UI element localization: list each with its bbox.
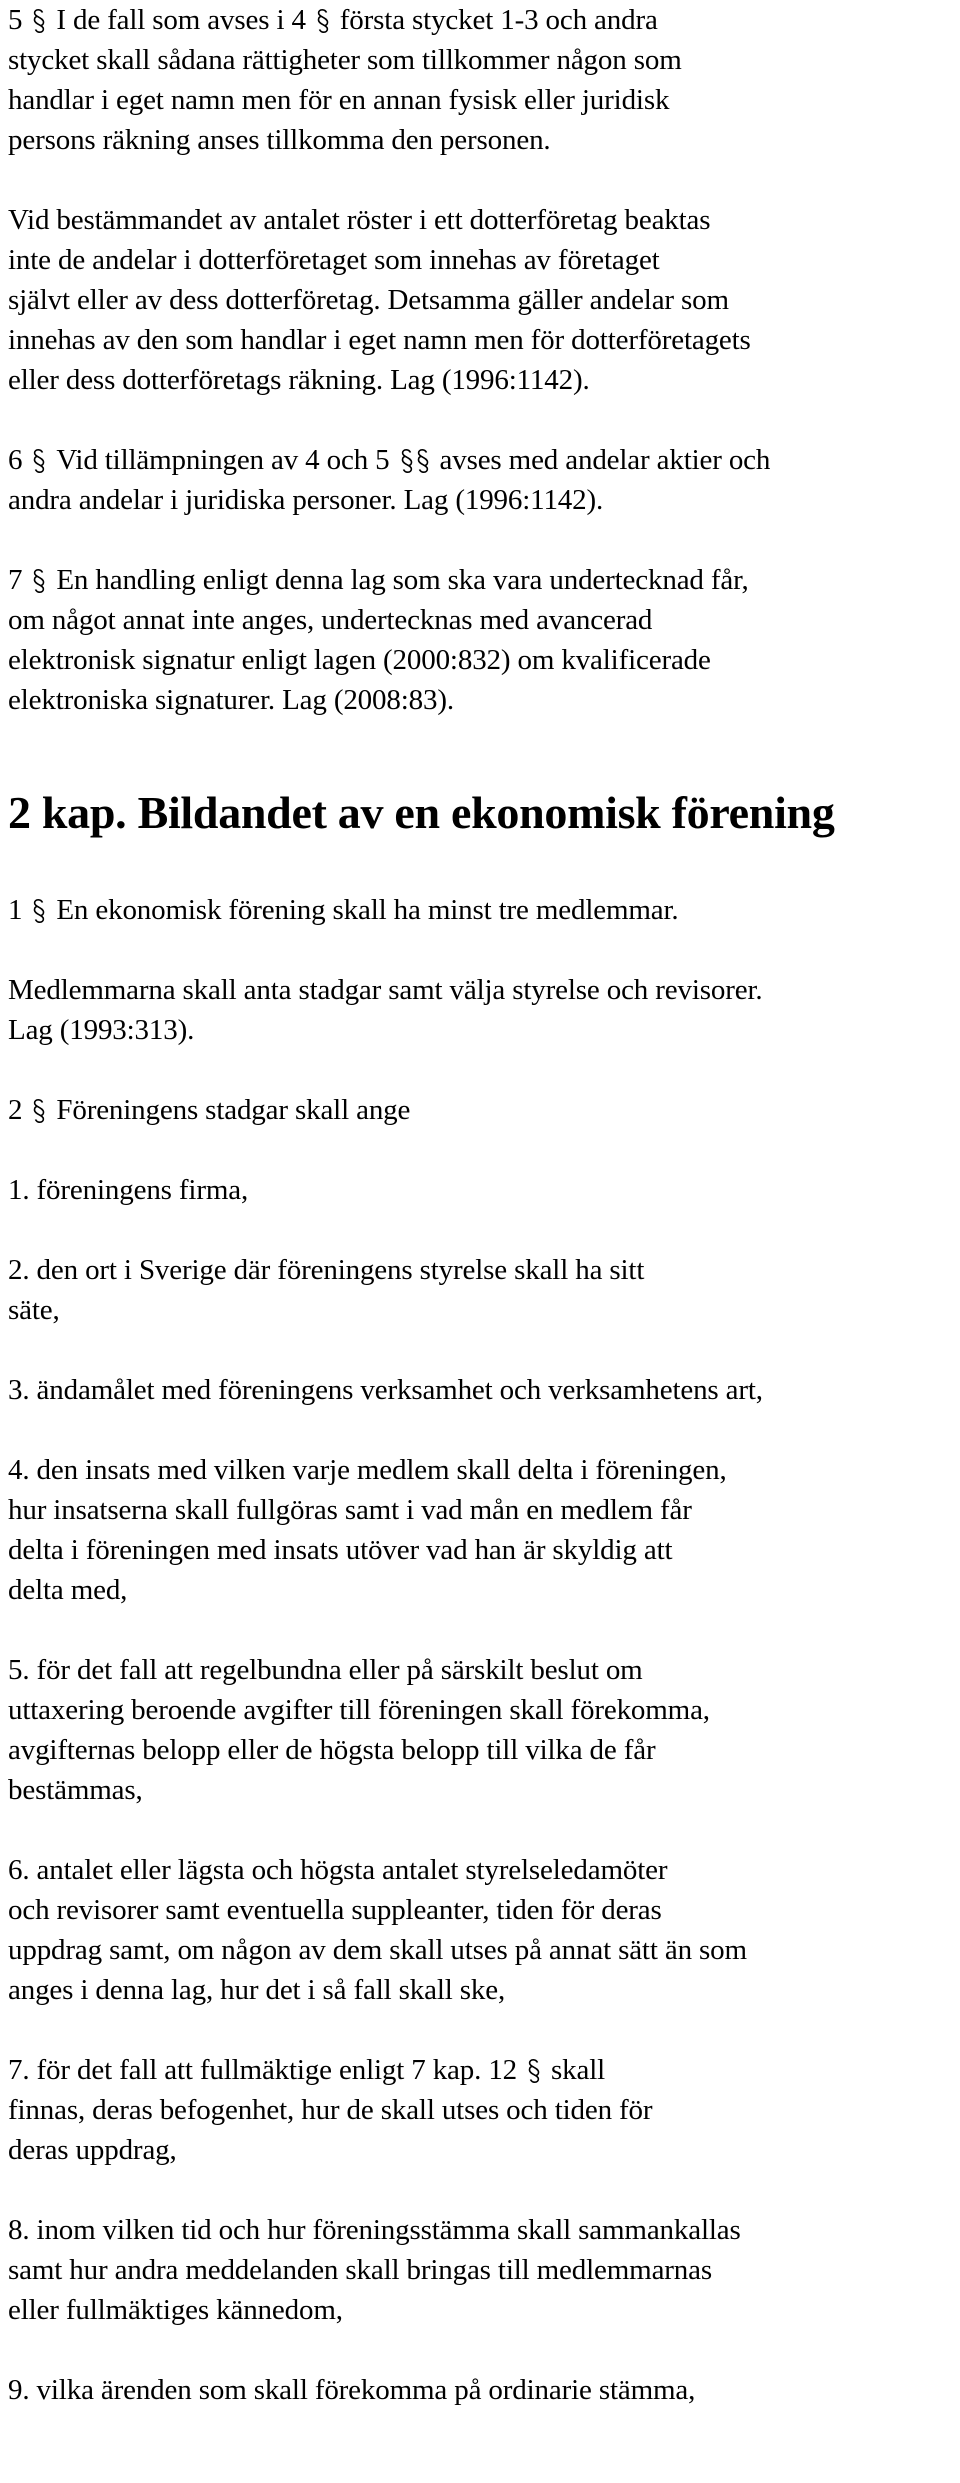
section-number: 6 xyxy=(8,444,23,476)
section-sign-icon xyxy=(31,898,47,924)
line-text: första stycket 1-3 och andra xyxy=(339,4,658,36)
list-item: 1. föreningens firma, xyxy=(8,1174,249,1206)
line-text: En ekonomisk förening skall ha minst tre medlemmar. xyxy=(56,894,679,926)
paragraph-line: anges i denna lag, hur det i så fall skall ske, xyxy=(8,1974,506,2006)
section-number: 2 xyxy=(8,1094,23,1126)
paragraph-line: eller fullmäktiges kännedom, xyxy=(8,2294,343,2326)
paragraph-line: om något annat inte anges, undertecknas med avancerad xyxy=(8,604,653,636)
paragraph-line: Lag (1993:313). xyxy=(8,1014,195,1046)
section-1-line-1 xyxy=(8,890,679,930)
paragraph-line: delta med, xyxy=(8,1574,128,1606)
line-text: skall xyxy=(551,2054,606,2086)
paragraph-line: persons räkning anses tillkomma den personen. xyxy=(8,124,551,156)
section-number: 1 xyxy=(8,894,23,926)
paragraph-line: eller dess dotterföretags räkning. Lag (1996:1142). xyxy=(8,364,590,396)
chapter-heading: 2 kap. Bildandet av en ekonomisk förening xyxy=(8,787,835,838)
section-sign-icon xyxy=(415,448,431,474)
section-number: 7 xyxy=(8,564,23,596)
paragraph-line: stycket skall sådana rättigheter som tillkommer någon som xyxy=(8,44,682,76)
section-7-line-1 xyxy=(8,560,749,600)
section-6-line-1 xyxy=(8,440,770,480)
paragraph-line: Medlemmarna skall anta stadgar samt välja styrelse och revisorer. xyxy=(8,974,763,1006)
line-text: Vid tillämpningen av 4 och 5 xyxy=(56,444,390,476)
line-text: 7. för det fall att fullmäktige enligt 7 kap. 12 xyxy=(8,2054,518,2086)
line-text: avses med andelar aktier och xyxy=(439,444,771,476)
paragraph-line: avgifternas belopp eller de högsta belopp till vilka de får xyxy=(8,1734,656,1766)
paragraph-line: handlar i eget namn men för en annan fysisk eller juridisk xyxy=(8,84,670,116)
line-text: I de fall som avses i 4 xyxy=(56,4,306,36)
list-item xyxy=(8,2050,605,2090)
paragraph-line: delta i föreningen med insats utöver vad han är skyldig att xyxy=(8,1534,673,1566)
paragraph-line: bestämmas, xyxy=(8,1774,143,1806)
paragraph-line: hur insatserna skall fullgöras samt i vad mån en medlem får xyxy=(8,1494,692,1526)
section-sign-icon xyxy=(31,8,47,34)
section-5-line-1 xyxy=(8,0,658,40)
list-item: 6. antalet eller lägsta och högsta antalet styrelseledamöter xyxy=(8,1854,668,1886)
list-item: 9. vilka ärenden som skall förekomma på ordinarie stämma, xyxy=(8,2374,696,2406)
section-sign-icon xyxy=(31,448,47,474)
paragraph-line: Vid bestämmandet av antalet röster i ett dotterföretag beaktas xyxy=(8,204,711,236)
section-sign-icon xyxy=(526,2058,542,2084)
list-item: 3. ändamålet med föreningens verksamhet och verksamhetens art, xyxy=(8,1374,763,1406)
section-number: 5 xyxy=(8,4,23,36)
list-item: 4. den insats med vilken varje medlem skall delta i föreningen, xyxy=(8,1454,727,1486)
section-2-line-1 xyxy=(8,1090,410,1130)
paragraph-line: elektroniska signaturer. Lag (2008:83). xyxy=(8,684,454,716)
paragraph-line: elektronisk signatur enligt lagen (2000:832) om kvalificerade xyxy=(8,644,711,676)
section-sign-icon xyxy=(315,8,331,34)
section-sign-icon xyxy=(399,448,415,474)
line-text: Föreningens stadgar skall ange xyxy=(56,1094,411,1126)
list-item: 2. den ort i Sverige där föreningens styrelse skall ha sitt xyxy=(8,1254,645,1286)
section-sign-icon xyxy=(31,568,47,594)
paragraph-line: självt eller av dess dotterföretag. Detsamma gäller andelar som xyxy=(8,284,729,316)
paragraph-line: inte de andelar i dotterföretaget som innehas av företaget xyxy=(8,244,660,276)
paragraph-line: samt hur andra meddelanden skall bringas till medlemmarnas xyxy=(8,2254,713,2286)
paragraph-line: och revisorer samt eventuella suppleanter, tiden för deras xyxy=(8,1894,662,1926)
paragraph-line: uttaxering beroende avgifter till föreningen skall förekomma, xyxy=(8,1694,710,1726)
section-sign-icon xyxy=(31,1098,47,1124)
list-item: 5. för det fall att regelbundna eller på särskilt beslut om xyxy=(8,1654,643,1686)
line-text: En handling enligt denna lag som ska vara undertecknad får, xyxy=(56,564,749,596)
list-item: 8. inom vilken tid och hur föreningsstämma skall sammankallas xyxy=(8,2214,741,2246)
paragraph-line: uppdrag samt, om någon av dem skall utses på annat sätt än som xyxy=(8,1934,747,1966)
paragraph-line: finnas, deras befogenhet, hur de skall utses och tiden för xyxy=(8,2094,653,2126)
paragraph-line: andra andelar i juridiska personer. Lag (1996:1142). xyxy=(8,484,604,516)
paragraph-line: innehas av den som handlar i eget namn men för dotterföretagets xyxy=(8,324,751,356)
paragraph-line: deras uppdrag, xyxy=(8,2134,177,2166)
paragraph-line: säte, xyxy=(8,1294,60,1326)
